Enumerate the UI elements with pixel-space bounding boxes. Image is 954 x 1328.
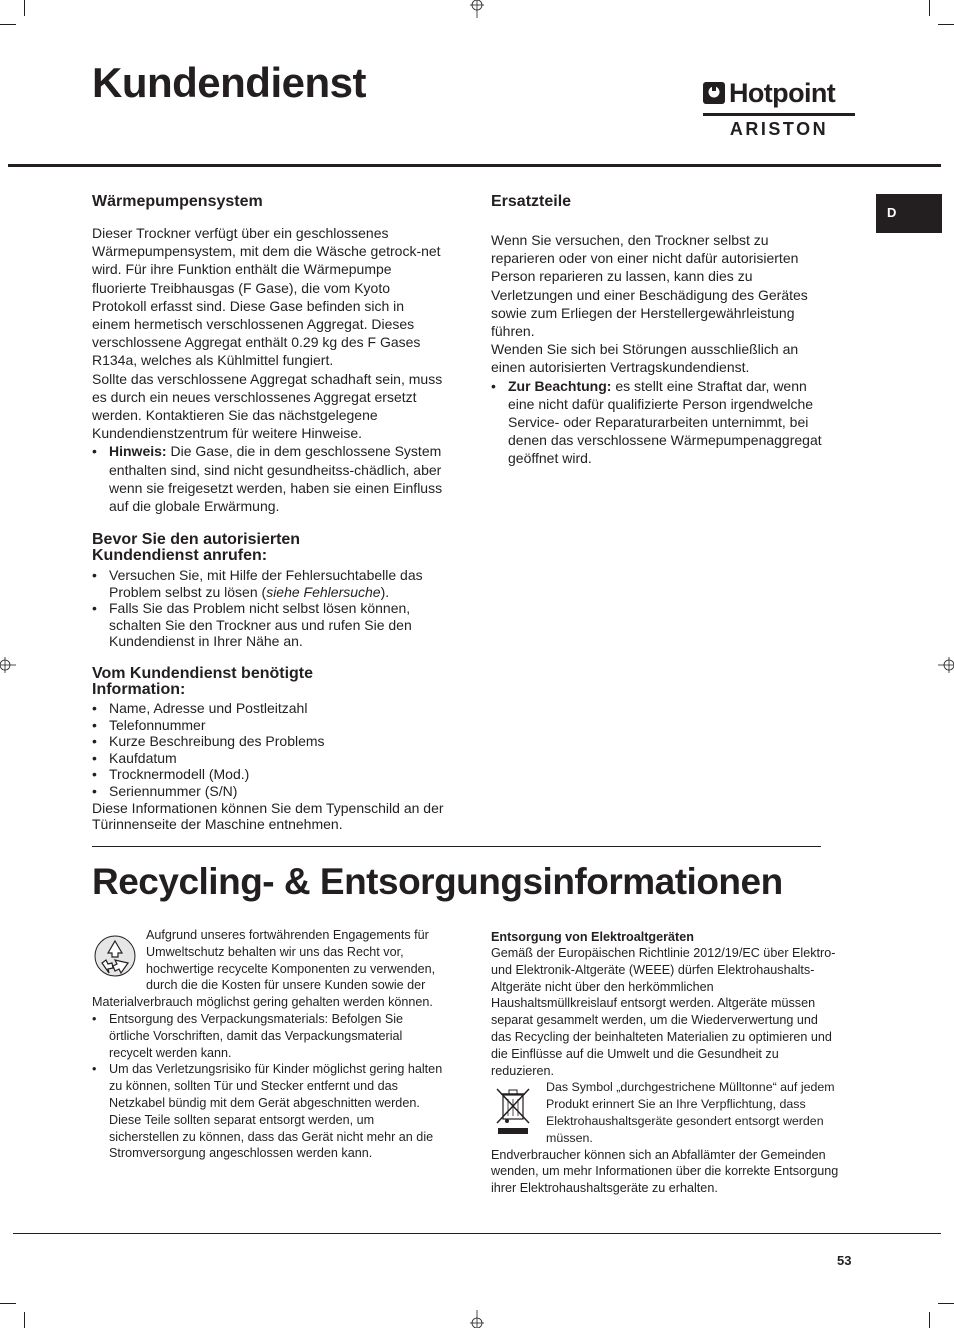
- section-body: [92, 567, 446, 650]
- section-heading: [92, 666, 313, 698]
- note-text: es stellt eine Straftat dar, wenn eine nicht dafür qualifizierte Person irgendwelche Service- oder Reparaturarbeiten unternimmt, bei denen das verschlossene Wärmepumpenaggregat geöffnet wird.: [508, 377, 822, 467]
- paragraph: Dieser Trockner verfügt über ein geschlossenes Wärmepumpensystem, mit dem die Wäsche getrock-net wird. Für ihre Funktion enthält die Wärmepumpe fluorierte Treibhausgas (F Gase), die vom Kyoto Protokoll erfasst sind. Diese Gase befinden sich in einem hermetisch verschlossenen Aggregat. Dieses verschlossene Aggregat enthält 0.29 kg des F Gases R134a, welches als Kühlmittel fungiert.: [92, 225, 441, 369]
- heading-line: Information:: [92, 681, 186, 698]
- language-tab: [876, 194, 942, 233]
- paragraph: Sollte das verschlossene Aggregat schadhaft sein, muss es durch ein neues verschlossenes Aggregat ersetzt werden. Kontaktieren Sie das nächstgelegene Kundendienstzentrum für weitere Hinweise.: [92, 370, 443, 442]
- paragraph: Das Symbol „durchgestrichene Mülltonne“ auf jedem Produkt erinnert Sie an Ihre Verpflichtung, dass Elektrohaushaltsgeräte gesondert entsorgt werden müssen.: [546, 1080, 835, 1145]
- list-item: • Trocknermodell (Mod.): [92, 766, 446, 783]
- crop-mark: [24, 1312, 25, 1328]
- list-item: • Kurze Beschreibung des Problems: [92, 733, 446, 750]
- cross-reference: siehe Fehlersuche: [266, 583, 381, 600]
- list-item: • Um das Verletzungsrisiko für Kinder möglichst gering halten zu können, sollten Tür und Stecker entfernt und das Netzkabel bündig mit dem Gerät abgeschnitten werden. Diese Teile sollten separat entsorgt werden, um sicherstellen zu können, dass das Gerät nicht mehr an die Stromversorgung angeschlossen werden kann.: [92, 1061, 446, 1162]
- crop-mark: [938, 24, 954, 25]
- registration-mark: [467, 0, 487, 20]
- heading-line: Bevor Sie den autorisierten: [92, 531, 301, 548]
- paragraph: Wenn Sie versuchen, den Trockner selbst zu reparieren oder von einer nicht dafür autorisierten Person reparieren zu lassen, kann dies zu Verletzungen und einer Beschädigung des Gerätes sowie zum Erliegen der Herstellergewährleistung führen.: [491, 232, 808, 340]
- paragraph: Gemäß der Europäischen Richtlinie 2012/19/EC über Elektro- und Elektronik-Altgeräte (WEEE) dürfen Elektrohaushalts-Altgeräte nicht über den herkömmlichen Haushaltsmüllkreislauf entsorgt werden. Altgeräte müssen separat gesammelt werden, um die Wiederverwertung und das Recycling der beinhalteten Materialien zu optimieren und die Einflüsse auf die Umwelt und die Gesundheit zu reduzieren.: [491, 946, 836, 1078]
- hotpoint-logo-icon: [703, 82, 725, 104]
- list-item: • Telefonnummer: [92, 717, 446, 734]
- list-text: Versuchen Sie, mit Hilfe der Fehlersuchtabelle das Problem selbst zu lösen (: [109, 567, 423, 600]
- crossed-bin-icon: [491, 1083, 537, 1137]
- crop-mark: [938, 1303, 954, 1304]
- list-item: • Falls Sie das Problem nicht selbst lösen können, schalten Sie den Trockner aus und rufen Sie den Kundendienst in Ihrer Nähe an.: [92, 600, 446, 650]
- note-label: Hinweis:: [109, 443, 167, 460]
- registration-mark: [936, 654, 954, 676]
- crop-mark: [0, 1303, 16, 1304]
- registration-mark: [0, 654, 18, 676]
- heading-line: Vom Kundendienst benötigte: [92, 665, 314, 682]
- heading-line: Kundendienst anrufen:: [92, 547, 268, 564]
- language-tab-label: D: [887, 205, 897, 220]
- list-item: [92, 442, 446, 515]
- crop-mark: [929, 0, 930, 16]
- section-heading: [92, 532, 300, 564]
- paragraph: Diese Informationen können Sie dem Typenschild an der Türinnenseite der Maschine entnehmen.: [92, 799, 444, 833]
- brand-hotpoint: Hotpoint: [729, 78, 836, 108]
- paragraph: Wenden Sie sich bei Störungen ausschließlich an einen autorisierten Vertragskundendienst.: [491, 341, 799, 376]
- recycling-title: Recycling- & Entsorgungsinformationen: [92, 861, 783, 902]
- brand-ariston: ARISTON: [729, 119, 829, 139]
- brand-logo: [703, 78, 855, 139]
- recycling-body: [92, 927, 446, 1162]
- section-divider: [92, 846, 821, 847]
- paragraph: Endverbraucher können sich an Abfallämter der Gemeinden wenden, um mehr Informationen über die korrekte Entsorgung ihrer Elektrohaushaltsgeräte zu erhalten.: [491, 1147, 839, 1196]
- section-body: [92, 700, 446, 833]
- header-rule: [8, 164, 941, 167]
- paragraph: Aufgrund unseres fortwährenden Engagements für Umweltschutz behalten wir uns das Recht vor, hochwertige recycelte Komponenten zu verwenden, durch die die Kosten für unsere Kunden sowie der Materialverbrauch möglichst gering gehalten werden können.: [92, 928, 436, 1010]
- page-number: 53: [837, 1253, 852, 1268]
- weee-body: [491, 945, 841, 1197]
- list-text: ).: [380, 583, 390, 600]
- list-item: [92, 567, 446, 600]
- section-heading: Wärmepumpensystem: [92, 193, 263, 210]
- recycling-icon: [92, 933, 138, 979]
- registration-mark: [467, 1308, 487, 1328]
- crop-mark: [0, 24, 16, 25]
- section-body: [491, 231, 831, 468]
- crop-mark: [929, 1312, 930, 1328]
- note-text: Die Gase, die in dem geschlossene System enthalten sind, sind nicht gesundheitss-chädlich, aber wenn sie freigesetzt werden, haben sie einen Einfluss auf die globale Erwärmung.: [109, 443, 443, 515]
- note-label: Zur Beachtung:: [508, 377, 612, 394]
- footer-rule: [13, 1233, 941, 1234]
- list-item: • Entsorgung des Verpackungsmaterials: Befolgen Sie örtliche Vorschriften, damit das Verpackungsmaterial recycelt werden kann.: [92, 1011, 446, 1061]
- list-item: • Name, Adresse und Postleitzahl: [92, 700, 446, 717]
- brand-divider: [703, 113, 855, 116]
- section-body: [92, 224, 446, 515]
- list-item: • Kaufdatum: [92, 750, 446, 767]
- page-title: Kundendienst: [92, 59, 366, 106]
- crop-mark: [24, 0, 25, 16]
- weee-heading: Entsorgung von Elektroaltgeräten: [491, 930, 694, 944]
- list-item: [491, 377, 831, 468]
- list-item: • Seriennummer (S/N): [92, 783, 446, 800]
- section-heading: Ersatzteile: [491, 193, 572, 210]
